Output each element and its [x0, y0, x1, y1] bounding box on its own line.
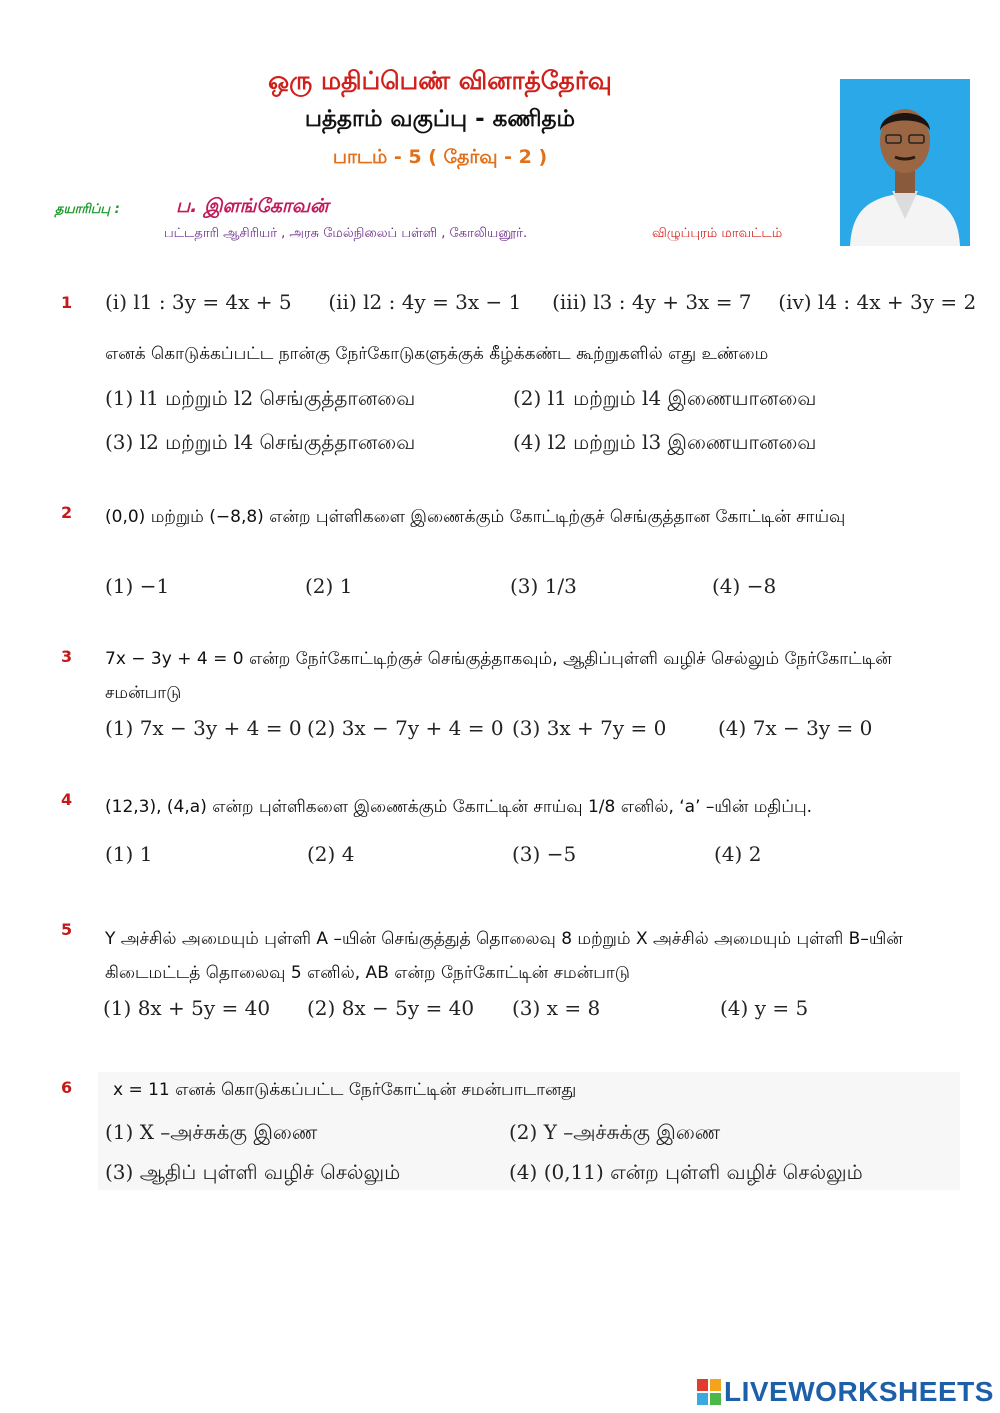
question-number: 1	[61, 293, 73, 312]
option-2[interactable]: (2) 4	[307, 842, 355, 866]
line-equation: (i) l1 : 3y = 4x + 5	[105, 290, 292, 314]
question-number: 3	[61, 647, 73, 666]
worksheet-subtitle: பத்தாம் வகுப்பு - கணிதம்	[304, 106, 576, 132]
option-3[interactable]: (3) 3x + 7y = 0	[512, 716, 667, 740]
liveworksheets-brand[interactable]	[697, 1377, 994, 1407]
option-2[interactable]: (2) Y –அச்சுக்கு இணை	[509, 1120, 721, 1144]
option-1[interactable]: (1) 8x + 5y = 40	[103, 996, 271, 1020]
author-name: ப. இளங்கோவன்	[176, 195, 329, 217]
prepared-by-label: தயாரிப்பு :	[55, 202, 120, 217]
option-3[interactable]: (3) l2 மற்றும் l4 செங்குத்தானவை	[105, 430, 416, 454]
question-stem: (12,3), (4,a) என்ற புள்ளிகளை இணைக்கும் கோட்டின் சாய்வு 1/8 எனில், ‘a’ –யின் மதிப்பு.	[105, 797, 813, 817]
question-stem: Y அச்சில் அமையும் புள்ளி A –யின் செங்குத்துத் தொலைவு 8 மற்றும் X அச்சில் அமையும் புள்ளி B–யின் கிடைமட்டத் தொலைவு 5 எனில், AB என்ற நேர்கோட்டின் சமன்பாடு	[105, 929, 903, 983]
question-stem: x = 11 எனக் கொடுக்கப்பட்ட நேர்கோட்டின் சமன்பாடானது	[113, 1080, 577, 1100]
option-3[interactable]: (3) ஆதிப் புள்ளி வழிச் செல்லும்	[105, 1160, 401, 1184]
option-3[interactable]: (3) −5	[512, 842, 577, 866]
option-2[interactable]: (2) 8x − 5y = 40	[307, 996, 475, 1020]
worksheet-title: ஒரு மதிப்பெண் வினாத்தேர்வு	[268, 66, 612, 95]
author-district: விழுப்புரம் மாவட்டம்	[652, 226, 783, 241]
option-4[interactable]: (4) 2	[714, 842, 762, 866]
option-4[interactable]: (4) l2 மற்றும் l3 இணையானவை	[513, 430, 817, 454]
question-number: 4	[61, 790, 73, 809]
option-1[interactable]: (1) X –அச்சுக்கு இணை	[105, 1120, 318, 1144]
brand-name: LIVEWORKSHEETS	[724, 1376, 994, 1407]
liveworksheets-logo-icon	[697, 1379, 721, 1405]
option-4[interactable]: (4) (0,11) என்ற புள்ளி வழிச் செல்லும்	[509, 1160, 863, 1184]
option-2[interactable]: (2) l1 மற்றும் l4 இணையானவை	[513, 386, 817, 410]
option-1[interactable]: (1) −1	[105, 574, 170, 598]
option-1[interactable]: (1) l1 மற்றும் l2 செங்குத்தானவை	[105, 386, 416, 410]
option-4[interactable]: (4) y = 5	[720, 996, 809, 1020]
lesson-label: பாடம் - 5 ( தேர்வு - 2 )	[332, 146, 548, 168]
question-stem: 7x − 3y + 4 = 0 என்ற நேர்கோட்டிற்குச் செங்குத்தாகவும், ஆதிப்புள்ளி வழிச் செல்லும் நேர்கோட்டின் சமன்பாடு	[105, 649, 892, 703]
author-photo	[840, 79, 970, 246]
option-4[interactable]: (4) −8	[712, 574, 777, 598]
option-3[interactable]: (3) x = 8	[512, 996, 601, 1020]
line-equation: (ii) l2 : 4y = 3x − 1	[328, 290, 522, 314]
option-1[interactable]: (1) 1	[105, 842, 153, 866]
question-number: 5	[61, 920, 73, 939]
option-1[interactable]: (1) 7x − 3y + 4 = 0	[105, 716, 302, 740]
line-equation: (iv) l4 : 4x + 3y = 2	[778, 290, 977, 314]
question-stem: (0,0) மற்றும் (−8,8) என்ற புள்ளிகளை இணைக்கும் கோட்டிற்குச் செங்குத்தான கோட்டின் சாய்வு	[105, 507, 846, 527]
option-2[interactable]: (2) 3x − 7y + 4 = 0	[307, 716, 504, 740]
option-3[interactable]: (3) 1/3	[510, 574, 577, 598]
question-stem: எனக் கொடுக்கப்பட்ட நான்கு நேர்கோடுகளுக்குக் கீழ்க்கண்ட கூற்றுகளில் எது உண்மை	[105, 344, 769, 364]
option-2[interactable]: (2) 1	[305, 574, 353, 598]
author-designation: பட்டதாரி ஆசிரியர் , அரசு மேல்நிலைப் பள்ளி , கோலியனூர்.	[164, 226, 528, 241]
option-4[interactable]: (4) 7x − 3y = 0	[718, 716, 873, 740]
question-number: 2	[61, 503, 73, 522]
question-1-lines	[105, 290, 976, 314]
person-silhouette-icon	[840, 79, 970, 246]
line-equation: (iii) l3 : 4y + 3x = 7	[552, 290, 752, 314]
question-number: 6	[61, 1078, 73, 1097]
